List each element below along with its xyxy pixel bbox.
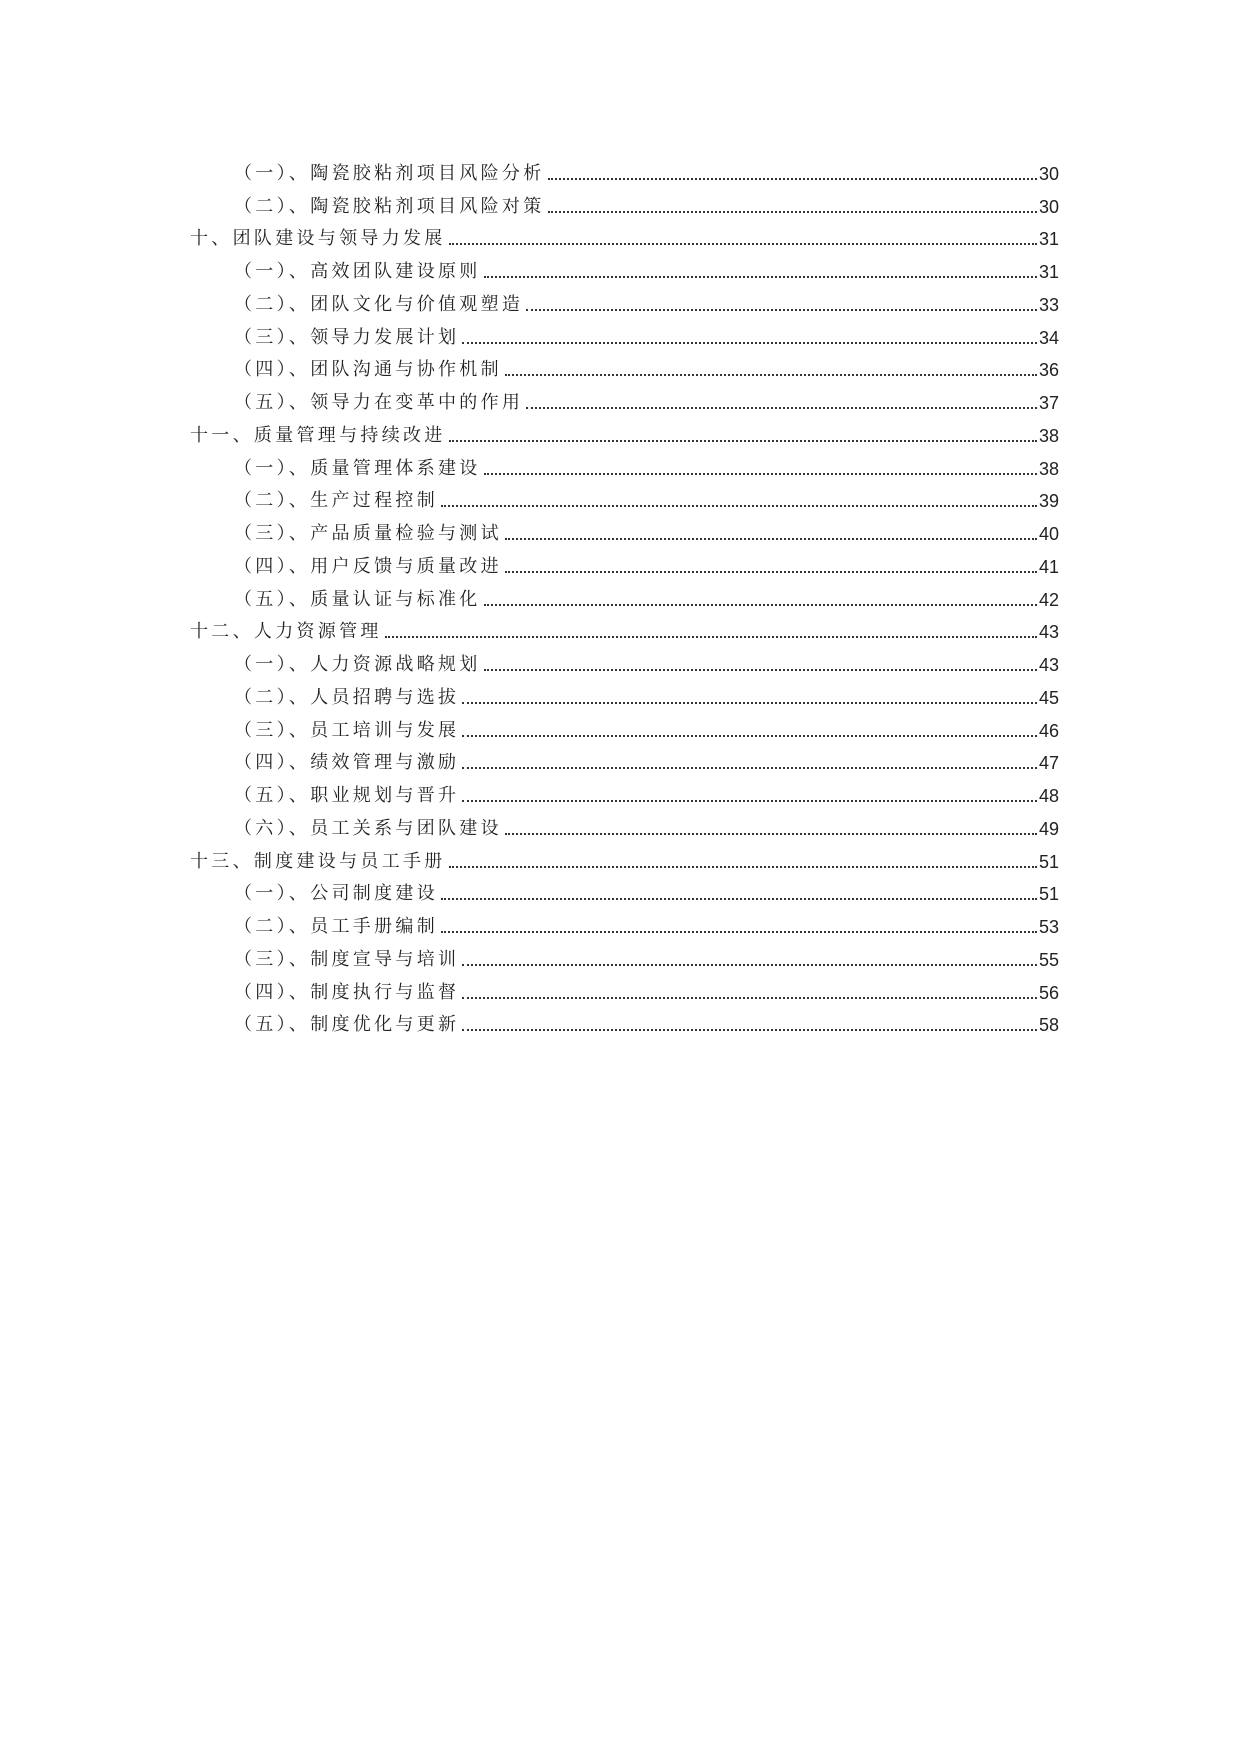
toc-page-number: 31: [1038, 262, 1059, 282]
toc-page-number: 47: [1038, 753, 1059, 774]
toc-entry-title: （三）、领导力发展计划: [234, 326, 460, 348]
toc-section-entry[interactable]: [190, 742, 1059, 775]
toc-page-number: 45: [1038, 687, 1059, 708]
toc-dot-leader: [441, 898, 1037, 900]
toc-entry-title: 十、团队建设与领导力发展: [190, 228, 446, 250]
toc-section-entry[interactable]: [190, 578, 1059, 611]
toc-dot-leader: [484, 604, 1037, 606]
toc-page-number: 58: [1038, 1015, 1059, 1036]
toc-entry-title: （二）、生产过程控制: [234, 490, 438, 512]
toc-dot-leader: [462, 800, 1037, 802]
toc-section-entry[interactable]: [190, 807, 1059, 840]
toc-section-entry[interactable]: [190, 971, 1059, 1004]
table-of-contents: [190, 152, 1059, 1036]
toc-page-number: 55: [1038, 949, 1059, 970]
toc-entry-title: （一）、公司制度建设: [234, 883, 438, 905]
toc-page-number: 31: [1038, 229, 1059, 250]
toc-page-number: 37: [1038, 393, 1059, 413]
toc-page-number: 38: [1038, 458, 1059, 479]
toc-page-number: 33: [1038, 294, 1059, 315]
toc-section-entry[interactable]: [190, 152, 1059, 185]
toc-entry-title: （四）、制度执行与监督: [234, 981, 460, 1003]
toc-dot-leader: [505, 374, 1037, 376]
toc-dot-leader: [526, 407, 1037, 409]
toc-chapter-entry[interactable]: [190, 414, 1059, 447]
toc-entry-title: （六）、员工关系与团队建设: [234, 817, 502, 839]
toc-entry-title: （一）、人力资源战略规划: [234, 654, 481, 675]
toc-dot-leader: [462, 735, 1037, 737]
toc-page-number: 30: [1038, 163, 1059, 184]
toc-section-entry[interactable]: [190, 873, 1059, 906]
toc-page-number: 42: [1038, 589, 1059, 610]
toc-dot-leader: [385, 636, 1037, 638]
toc-section-entry[interactable]: [190, 283, 1059, 316]
toc-entry-title: （一）、陶瓷胶粘剂项目风险分析: [234, 162, 545, 184]
toc-section-entry[interactable]: [190, 447, 1059, 480]
toc-section-entry[interactable]: [190, 709, 1059, 742]
toc-page-number: 46: [1038, 720, 1059, 741]
toc-entry-title: （二）、陶瓷胶粘剂项目风险对策: [234, 195, 545, 217]
toc-entry-title: 十三、制度建设与员工手册: [190, 850, 446, 872]
toc-dot-leader: [548, 178, 1037, 180]
toc-page-number: 36: [1038, 360, 1059, 381]
toc-page-number: 51: [1038, 884, 1059, 905]
toc-dot-leader: [462, 702, 1037, 704]
toc-section-entry[interactable]: [190, 250, 1059, 283]
toc-section-entry[interactable]: [190, 349, 1059, 382]
toc-entry-title: （五）、领导力在变革中的作用: [234, 392, 524, 413]
toc-page-number: 48: [1038, 786, 1059, 806]
toc-chapter-entry[interactable]: [190, 218, 1059, 251]
toc-page-number: 43: [1038, 655, 1059, 675]
toc-entry-title: （三）、员工培训与发展: [234, 719, 460, 741]
toc-entry-title: 十一、质量管理与持续改进: [190, 424, 446, 446]
toc-section-entry[interactable]: [190, 512, 1059, 545]
toc-dot-leader: [441, 505, 1037, 507]
toc-section-entry[interactable]: [190, 676, 1059, 709]
toc-page-number: 30: [1038, 196, 1059, 217]
toc-entry-title: （四）、团队沟通与协作机制: [234, 359, 502, 381]
toc-entry-title: （五）、职业规划与晋升: [234, 785, 460, 806]
toc-entry-title: （五）、制度优化与更新: [234, 1014, 460, 1036]
toc-section-entry[interactable]: [190, 545, 1059, 578]
toc-section-entry[interactable]: [190, 185, 1059, 218]
toc-page-number: 34: [1038, 327, 1059, 348]
toc-dot-leader: [484, 669, 1037, 671]
toc-dot-leader: [526, 309, 1037, 311]
toc-section-entry[interactable]: [190, 1004, 1059, 1037]
toc-section-entry[interactable]: [190, 643, 1059, 676]
toc-dot-leader: [505, 571, 1037, 573]
toc-entry-title: （四）、用户反馈与质量改进: [234, 555, 502, 577]
toc-entry-title: （五）、质量认证与标准化: [234, 588, 481, 610]
toc-section-entry[interactable]: [190, 316, 1059, 349]
toc-page-number: 41: [1038, 556, 1059, 577]
toc-entry-title: （二）、人员招聘与选拔: [234, 686, 460, 708]
toc-dot-leader: [449, 866, 1037, 868]
toc-dot-leader: [462, 342, 1037, 344]
toc-section-entry[interactable]: [190, 774, 1059, 807]
toc-page-number: 53: [1038, 917, 1059, 937]
toc-entry-title: （二）、团队文化与价值观塑造: [234, 293, 524, 315]
toc-dot-leader: [505, 833, 1037, 835]
toc-section-entry[interactable]: [190, 381, 1059, 414]
toc-dot-leader: [462, 767, 1037, 769]
toc-chapter-entry[interactable]: [190, 840, 1059, 873]
toc-entry-title: 十二、人力资源管理: [190, 621, 382, 643]
toc-dot-leader: [462, 997, 1037, 999]
toc-section-entry[interactable]: [190, 480, 1059, 513]
toc-chapter-entry[interactable]: [190, 611, 1059, 644]
toc-dot-leader: [449, 440, 1037, 442]
toc-entry-title: （三）、制度宣导与培训: [234, 948, 460, 970]
toc-page-number: 39: [1038, 491, 1059, 512]
toc-dot-leader: [462, 1029, 1037, 1031]
toc-page-number: 49: [1038, 818, 1059, 839]
toc-dot-leader: [441, 931, 1037, 933]
toc-page-number: 38: [1038, 425, 1059, 446]
toc-dot-leader: [484, 473, 1037, 475]
toc-page-number: 40: [1038, 524, 1059, 544]
toc-entry-title: （二）、员工手册编制: [234, 916, 438, 937]
toc-page-number: 56: [1038, 982, 1059, 1003]
toc-page-number: 51: [1038, 851, 1059, 872]
toc-section-entry[interactable]: [190, 938, 1059, 971]
toc-entry-title: （一）、质量管理体系建设: [234, 457, 481, 479]
toc-dot-leader: [462, 964, 1037, 966]
toc-dot-leader: [505, 538, 1037, 540]
toc-page-number: 43: [1038, 622, 1059, 643]
toc-section-entry[interactable]: [190, 905, 1059, 938]
toc-entry-title: （三）、产品质量检验与测试: [234, 523, 502, 544]
toc-dot-leader: [449, 243, 1037, 245]
toc-entry-title: （四）、绩效管理与激励: [234, 752, 460, 774]
toc-dot-leader: [548, 211, 1037, 213]
toc-dot-leader: [484, 276, 1037, 278]
toc-entry-title: （一）、高效团队建设原则: [234, 261, 481, 282]
